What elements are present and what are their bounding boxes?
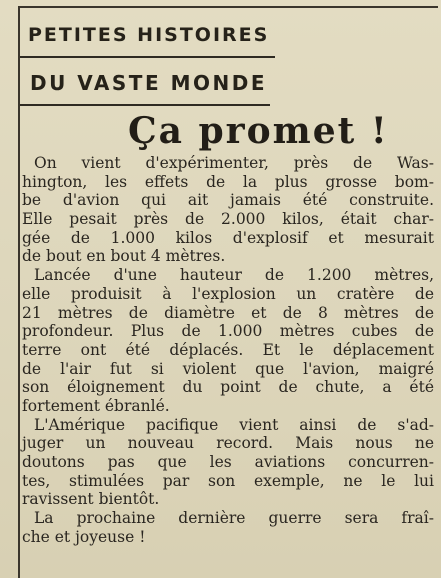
article-headline: Ça promet ! [128, 110, 389, 152]
article-line: che et joyeuse ! [22, 527, 146, 546]
rubric-line-2: DU VASTE MONDE [30, 71, 267, 95]
article-line: be d'avion qui ait jamais été construite. [22, 191, 434, 210]
article-line: juger un nouveau record. Mais nous ne [22, 434, 434, 453]
article-line: profondeur. Plus de 1.000 mètres cubes de [22, 322, 434, 341]
rubric-rule-1 [20, 56, 275, 58]
article-line: gée de 1.000 kilos d'explosif et mesurait [22, 228, 434, 247]
article-line: elle produisit à l'explosion un cratère de [22, 284, 434, 303]
rubric-header [20, 8, 280, 106]
article-line: 21 mètres de diamètre et de 8 mètres de [22, 303, 434, 322]
article-line: doutons pas que les aviations concurren- [22, 453, 434, 471]
article-line: de l'air fut si violent que l'avion, maigré [22, 359, 434, 378]
article-line: tes, stimulées par son exemple, ne le lui [22, 471, 434, 490]
article-line: La prochaine dernière guerre sera fraî- [34, 509, 434, 528]
article-line: de bout en bout 4 mètres. [22, 247, 226, 266]
article-body [22, 154, 434, 546]
rubric-line-1: PETITES HISTOIRES [28, 24, 270, 46]
article-line: hington, les effets de la plus grosse bom- [22, 172, 434, 191]
article-line: terre ont été déplacés. Et le déplacement [22, 340, 434, 359]
article-line: son éloignement du point de chute, a été [22, 378, 434, 397]
article-line: Elle pesait près de 2.000 kilos, était char- [22, 210, 434, 229]
article-line: Lancée d'une hauteur de 1.200 mètres, [34, 266, 434, 285]
article-line: ravissent bientôt. [22, 490, 160, 509]
rubric-rule-2 [20, 104, 270, 106]
article-line: L'Amérique pacifique vient ainsi de s'ad- [34, 415, 434, 434]
article-line: fortement ébranlé. [22, 396, 170, 415]
article-line: On vient d'expérimenter, près de Was- [34, 154, 434, 172]
